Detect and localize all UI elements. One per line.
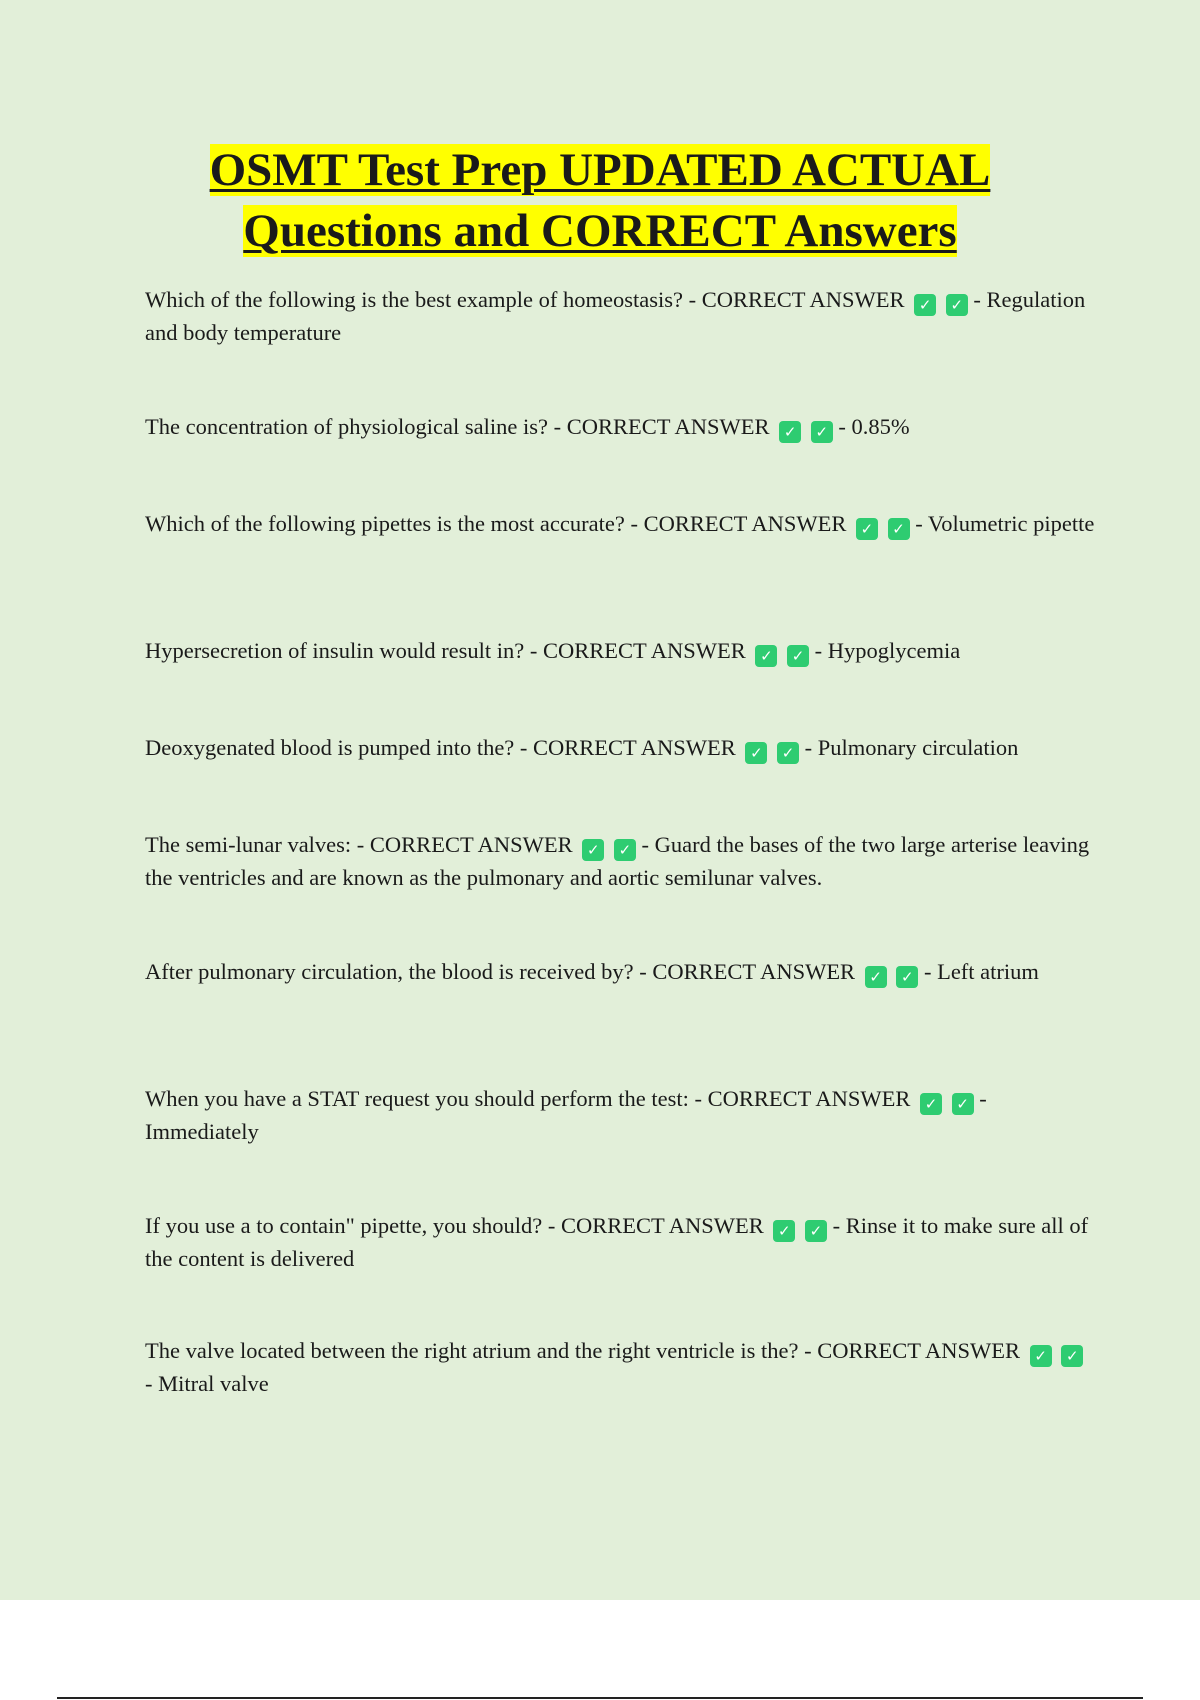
answer-text: - Pulmonary circulation <box>804 735 1019 760</box>
answer-text: - Left atrium <box>923 959 1039 984</box>
question-text: The valve located between the right atrium and the right ventricle is the? - CORRECT ANSWER <box>145 1338 1020 1363</box>
check-box-icon: ✓ <box>773 1220 795 1242</box>
qa-item <box>145 731 1095 764</box>
answer-text: - Volumetric pipette <box>915 511 1095 536</box>
footer-divider <box>57 1697 1143 1699</box>
check-box-icon: ✓ <box>755 645 777 667</box>
title-line-2: Questions and CORRECT Answers <box>243 205 957 257</box>
qa-item <box>145 955 1095 988</box>
check-box-icon: ✓ <box>888 518 910 540</box>
check-box-icon: ✓ <box>920 1093 942 1115</box>
question-text: The semi-lunar valves: - CORRECT ANSWER <box>145 832 573 857</box>
answer-text: - Hypoglycemia <box>814 638 961 663</box>
check-box-icon: ✓ <box>946 294 968 316</box>
question-text: Which of the following pipettes is the most accurate? - CORRECT ANSWER <box>145 511 847 536</box>
answer-text: - Immediately <box>145 1086 987 1144</box>
answer-text: - Guard the bases of the two large arterise leaving the ventricles and are known as the pulmonary and aortic semilunar valves. <box>145 832 1090 890</box>
check-box-icon: ✓ <box>1030 1345 1052 1367</box>
question-text: When you have a STAT request you should perform the test: - CORRECT ANSWER <box>145 1086 911 1111</box>
check-box-icon: ✓ <box>896 966 918 988</box>
check-box-icon: ✓ <box>1061 1345 1083 1367</box>
qa-item <box>145 410 1095 443</box>
check-box-icon: ✓ <box>865 966 887 988</box>
question-text: Which of the following is the best example of homeostasis? - CORRECT ANSWER <box>145 287 905 312</box>
check-box-icon: ✓ <box>805 1220 827 1242</box>
answer-text: - Mitral valve <box>145 1371 269 1396</box>
check-box-icon: ✓ <box>914 294 936 316</box>
question-text: After pulmonary circulation, the blood is received by? - CORRECT ANSWER <box>145 959 856 984</box>
check-box-icon: ✓ <box>777 742 799 764</box>
check-box-icon: ✓ <box>745 742 767 764</box>
question-text: If you use a to contain" pipette, you should? - CORRECT ANSWER <box>145 1213 764 1238</box>
qa-item <box>145 828 1095 894</box>
answer-text: - Rinse it to make sure all of the content is delivered <box>145 1213 1089 1271</box>
check-box-icon: ✓ <box>856 518 878 540</box>
qa-item <box>145 507 1095 540</box>
question-text: The concentration of physiological saline is? - CORRECT ANSWER <box>145 414 770 439</box>
title-line-1: OSMT Test Prep UPDATED ACTUAL <box>209 144 991 196</box>
qa-item <box>145 1209 1095 1275</box>
answer-text: - Regulation and body temperature <box>145 287 1086 345</box>
answer-text: - 0.85% <box>838 414 910 439</box>
qa-item <box>145 634 1095 667</box>
check-box-icon: ✓ <box>614 839 636 861</box>
page-title <box>0 140 1200 262</box>
qa-item <box>145 1082 1095 1148</box>
qa-item <box>145 1334 1095 1400</box>
check-box-icon: ✓ <box>952 1093 974 1115</box>
question-text: Hypersecretion of insulin would result in? - CORRECT ANSWER <box>145 638 746 663</box>
check-box-icon: ✓ <box>779 421 801 443</box>
check-box-icon: ✓ <box>582 839 604 861</box>
question-text: Deoxygenated blood is pumped into the? - CORRECT ANSWER <box>145 735 736 760</box>
check-box-icon: ✓ <box>787 645 809 667</box>
qa-item <box>145 283 1095 349</box>
check-box-icon: ✓ <box>811 421 833 443</box>
